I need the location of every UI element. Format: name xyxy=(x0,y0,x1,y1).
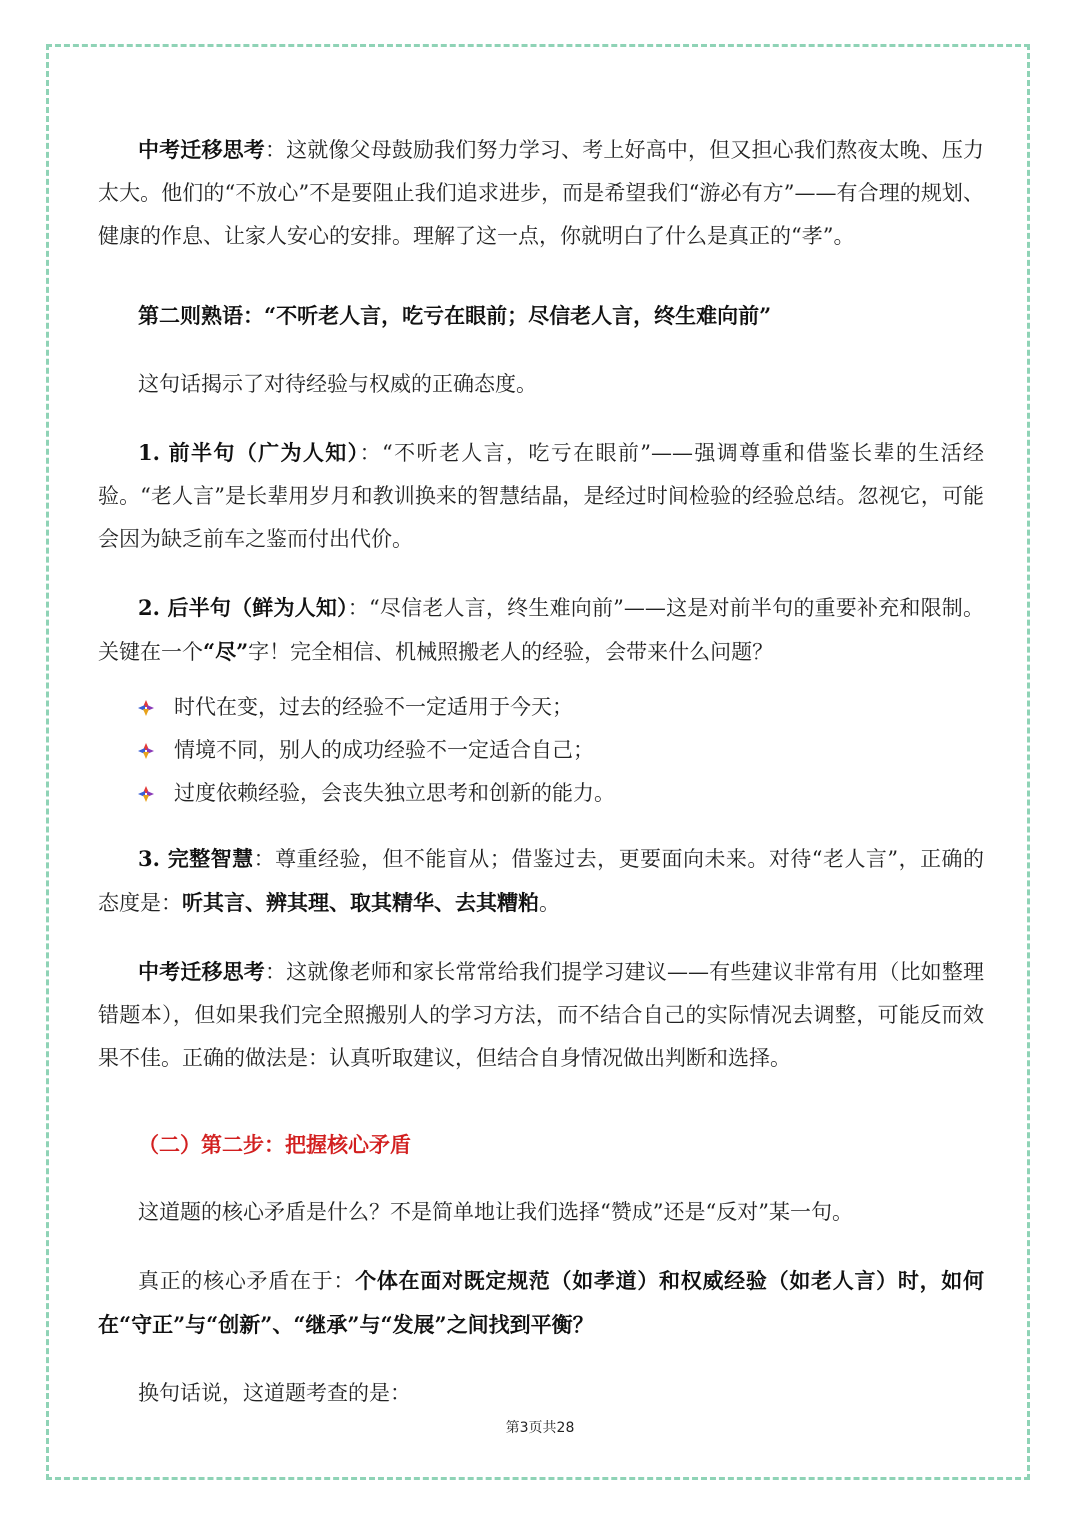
arrow-bullet-icon xyxy=(138,786,154,802)
attitude-paragraph: 这句话揭示了对待经验与权威的正确态度。 xyxy=(138,372,537,396)
first-half-paragraph xyxy=(98,431,984,561)
list-item xyxy=(98,686,984,729)
list-item-text: 时代在变，过去的经验不一定适用于今天； xyxy=(174,695,573,719)
complete-wisdom-text: ：尊重经验，但不能盲从；借鉴过去，更要面向未来。对待“老人言”，正确的态度是： xyxy=(98,847,985,915)
list-item xyxy=(98,772,984,815)
second-half-keyword: “尽” xyxy=(203,639,249,664)
first-half-text: ：“不听老人言，吃亏在眼前”——强调尊重和借鉴长辈的生活经验。“老人言”是长辈用岁月和教训换来的智慧结晶，是经过时间检验的经验总结。忽视它，可能会因为缺乏前车之鉴而付出代价。 xyxy=(98,441,984,551)
list-item-text: 过度依赖经验，会丧失独立思考和创新的能力。 xyxy=(174,781,615,805)
in-other-words: 换句话说，这道题考查的是： xyxy=(138,1381,411,1405)
arrow-bullet-icon xyxy=(138,700,154,716)
paragraph-transfer-thinking-2 xyxy=(98,950,984,1080)
list-item xyxy=(98,729,984,772)
transfer-thinking-label: 中考迁移思考 xyxy=(138,959,265,984)
second-half-paragraph xyxy=(98,586,984,674)
paragraph-transfer-thinking-1 xyxy=(98,128,984,258)
proverb-two-heading xyxy=(98,294,984,338)
core-conflict-bold: 个体在面对既定规范（如孝道）和权威经验（如老人言）时，如何在“守正”与“创新”、“继承”与“发展”之间找到平衡？ xyxy=(98,1268,985,1337)
core-conflict-intro: 真正的核心矛盾在于： xyxy=(138,1269,356,1293)
second-half-label: 2. 后半句（鲜为人知） xyxy=(138,595,348,620)
second-half-text-1: ：“尽信老人言，终生难向前”——这是对前半句的重要补充和限制。关键在一个 xyxy=(98,596,984,664)
first-half-label: 1. 前半句（广为人知） xyxy=(138,440,360,465)
second-half-text-2: 字！完全相信、机械照搬老人的经验，会带来什么问题？ xyxy=(248,640,774,664)
arrow-bullet-icon xyxy=(138,743,154,759)
complete-wisdom-end: 。 xyxy=(539,891,560,915)
transfer-thinking-text: ：这就像老师和家长常常给我们提学习建议——有些建议非常有用（比如整理错题本），但如果我们完全照搬别人的学习方法，而不结合自己的实际情况去调整，可能反而效果不佳。正确的做法是：认真听取建议，但结合自身情况做出判断和选择。 xyxy=(98,960,985,1070)
proverb-two-heading-text: 第二则熟语：“不听老人言，吃亏在眼前；尽信老人言，终生难向前” xyxy=(138,303,772,328)
document-body xyxy=(98,128,984,1415)
transfer-thinking-label: 中考迁移思考 xyxy=(138,137,265,162)
section-heading: （二）第二步：把握核心矛盾 xyxy=(138,1132,411,1157)
core-conflict-question: 这道题的核心矛盾是什么？不是简单地让我们选择“赞成”还是“反对”某一句。 xyxy=(138,1200,853,1224)
complete-wisdom-paragraph xyxy=(98,837,984,925)
problem-list xyxy=(98,686,984,815)
complete-wisdom-label: 3. 完整智慧 xyxy=(138,846,254,871)
list-item-text: 情境不同，别人的成功经验不一定适合自己； xyxy=(174,738,594,762)
core-conflict-answer xyxy=(98,1259,984,1347)
complete-wisdom-bold: 听其言、辨其理、取其精华、去其糟粕 xyxy=(182,890,539,915)
page-number: 第3页共28 xyxy=(505,1420,575,1436)
transfer-thinking-text: ：这就像父母鼓励我们努力学习、考上好高中，但又担心我们熬夜太晚、压力太大。他们的“不放心”不是要阻止我们追求进步，而是希望我们“游必有方”——有合理的规划、健康的作息、让家人安心的安排。理解了这一点，你就明白了什么是真正的“孝”。 xyxy=(98,138,985,248)
